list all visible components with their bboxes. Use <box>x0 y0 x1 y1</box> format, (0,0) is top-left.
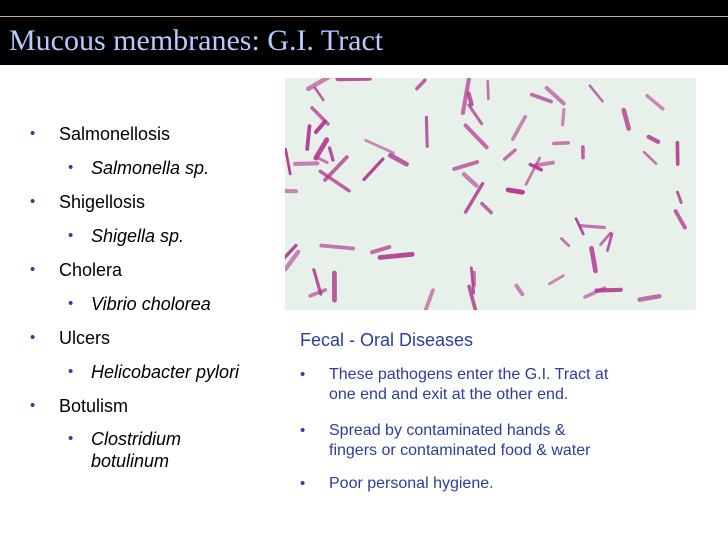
disease-name: Botulism <box>59 396 129 416</box>
pathogen-name: Clostridium <box>91 429 182 449</box>
bacterium-rod <box>488 81 489 98</box>
bullet-icon: • <box>30 125 36 142</box>
info-bullet-line: fingers or contaminated food & water <box>329 442 591 459</box>
bacterium-rod <box>469 94 472 105</box>
bullet-icon: • <box>30 397 36 414</box>
bacterium-rod <box>338 78 370 79</box>
disease-name: Shigellosis <box>59 192 146 212</box>
bacteria-micrograph <box>285 78 696 310</box>
bullet-icon: • <box>68 430 74 447</box>
bullet-icon: • <box>68 159 74 176</box>
bullet-icon: • <box>300 475 306 492</box>
info-bullet-line: These pathogens enter the G.I. Tract at <box>329 366 609 383</box>
bacterium-rod <box>563 110 564 125</box>
title-rule <box>0 16 728 17</box>
bacterium-rod <box>295 163 317 164</box>
bacterium-rod <box>426 117 427 146</box>
bullet-icon: • <box>68 363 74 380</box>
info-bullet-line: one end and exit at the other end. <box>329 386 569 403</box>
bullet-icon: • <box>30 193 36 210</box>
bullet-icon: • <box>300 422 306 439</box>
info-bullet <box>300 421 591 461</box>
list-subitem <box>68 226 185 247</box>
info-bullet-line: Poor personal hygiene. <box>329 475 494 492</box>
pathogen-name: Shigella sp. <box>91 226 185 246</box>
list-subitem <box>68 158 210 179</box>
info-bullet-line: Spread by contaminated hands & <box>329 422 566 439</box>
bacterium-rod <box>508 190 522 192</box>
list-subitem <box>68 294 211 315</box>
info-bullet <box>300 474 494 494</box>
pathogen-name: Vibrio cholorea <box>91 294 211 314</box>
bacterium-rod <box>554 143 568 144</box>
list-item <box>30 396 129 417</box>
bacterium-rod <box>580 226 604 228</box>
pathogen-name: Salmonella sp. <box>91 158 210 178</box>
bullet-icon: • <box>30 329 36 346</box>
fecal-oral-heading: Fecal - Oral Diseases <box>300 330 474 350</box>
list-subitem-continued <box>91 451 169 472</box>
disease-name: Ulcers <box>59 328 111 348</box>
list-item <box>30 260 123 281</box>
pathogen-name: Helicobacter pylori <box>91 362 240 382</box>
title-bar <box>0 0 728 65</box>
list-subitem <box>68 362 240 383</box>
bullet-icon: • <box>30 261 36 278</box>
bacterium-rod <box>307 126 309 149</box>
disease-name: Salmonellosis <box>59 124 171 144</box>
bullet-icon: • <box>68 227 74 244</box>
bullet-icon: • <box>68 295 74 312</box>
bacterium-rod <box>535 163 553 166</box>
bacterium-rod <box>380 254 412 257</box>
micrograph-background <box>285 78 696 310</box>
pathogen-name-continued: botulinum <box>91 451 170 471</box>
list-subitem <box>68 429 182 450</box>
list-item <box>30 192 146 213</box>
bullet-icon: • <box>300 366 306 383</box>
slide-title: Mucous membranes: G.I. Tract <box>9 24 384 57</box>
list-item <box>30 124 171 145</box>
micrograph-image <box>285 78 696 310</box>
list-item <box>30 328 111 349</box>
disease-name: Cholera <box>59 260 123 280</box>
info-bullet <box>300 365 609 405</box>
